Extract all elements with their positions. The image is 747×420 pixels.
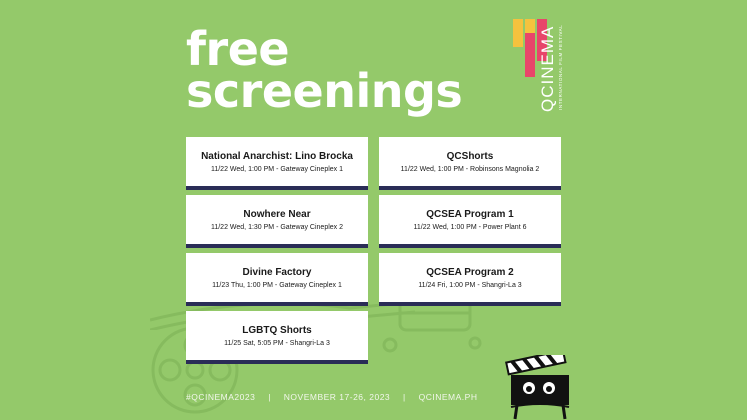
screening-title: Divine Factory: [242, 267, 312, 278]
screening-title: QCSEA Program 2: [426, 267, 514, 278]
logo-subtitle: INTERNATIONAL FILM FESTIVAL: [558, 24, 563, 110]
screening-title: QCSEA Program 1: [426, 209, 514, 220]
screening-title: National Anarchist: Lino Brocka: [201, 151, 353, 162]
logo-wordmark: QCINEMA: [538, 25, 557, 112]
screening-card[interactable]: [186, 253, 368, 306]
screening-card[interactable]: [379, 195, 561, 248]
screening-card[interactable]: [186, 195, 368, 248]
screening-card[interactable]: [379, 253, 561, 306]
screening-info: 11/22 Wed, 1:00 PM - Robinsons Magnolia 2: [400, 166, 540, 173]
title-line-2: screenings: [186, 64, 463, 118]
screening-title: LGBTQ Shorts: [242, 325, 312, 336]
footer-hashtag[interactable]: #QCINEMA2023: [186, 392, 256, 402]
screening-title: Nowhere Near: [243, 209, 311, 220]
screening-info: 11/22 Wed, 1:30 PM - Gateway Cineplex 2: [210, 224, 344, 231]
screening-info: 11/22 Wed, 1:00 PM - Gateway Cineplex 1: [210, 166, 344, 173]
screening-card[interactable]: [186, 137, 368, 190]
footer-website[interactable]: QCINEMA.PH: [418, 392, 478, 402]
screening-info: 11/23 Thu, 1:00 PM - Gateway Cineplex 1: [212, 282, 342, 289]
footer: [186, 392, 477, 402]
screening-card[interactable]: [379, 137, 561, 190]
screening-title: QCShorts: [446, 151, 494, 162]
clapperboard-mascot-icon: [505, 355, 575, 420]
title-line-1: free: [186, 22, 290, 76]
screening-card[interactable]: [186, 311, 368, 364]
footer-separator: |: [403, 392, 406, 402]
screening-info: 11/25 Sat, 5:05 PM - Shangri-La 3: [224, 340, 330, 347]
page-title: [186, 22, 463, 118]
screening-info: 11/24 Fri, 1:00 PM - Shangri-La 3: [418, 282, 522, 289]
screening-info: 11/22 Wed, 1:00 PM - Power Plant 6: [413, 224, 527, 231]
footer-separator: |: [268, 392, 271, 402]
footer-dates: NOVEMBER 17-26, 2023: [283, 392, 391, 402]
